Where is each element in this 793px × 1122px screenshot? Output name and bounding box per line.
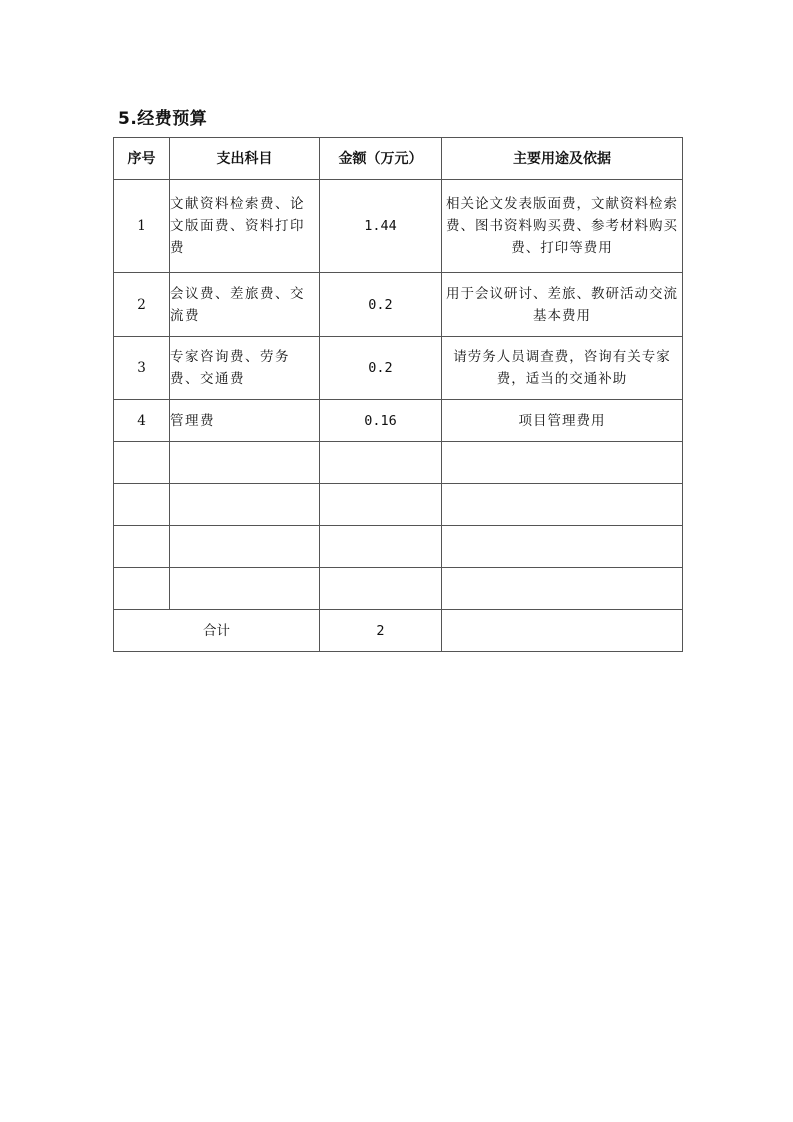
- cell-item: 文献资料检索费、论文版面费、资料打印费: [170, 180, 320, 273]
- table-row: [114, 180, 683, 273]
- empty-cell: [320, 442, 442, 484]
- header-purpose: 主要用途及依据: [442, 138, 683, 180]
- empty-cell: [170, 442, 320, 484]
- section-title: 5.经费预算: [118, 109, 208, 129]
- cell-purpose: 用于会议研讨、差旅、教研活动交流基本费用: [442, 273, 683, 337]
- empty-row: [114, 442, 683, 484]
- empty-cell: [170, 526, 320, 568]
- header-seq: 序号: [114, 138, 170, 180]
- cell-item: 专家咨询费、劳务费、交通费: [170, 337, 320, 400]
- cell-purpose: 相关论文发表版面费，文献资料检索费、图书资料购买费、参考材料购买费、打印等费用: [442, 180, 683, 273]
- budget-table: [113, 137, 683, 652]
- header-item: 支出科目: [170, 138, 320, 180]
- empty-cell: [114, 442, 170, 484]
- table-header-row: [114, 138, 683, 180]
- empty-cell: [442, 484, 683, 526]
- empty-cell: [114, 568, 170, 610]
- cell-item: 管理费: [170, 400, 320, 442]
- total-row: [114, 610, 683, 652]
- table-row: [114, 273, 683, 337]
- cell-item: 会议费、差旅费、交流费: [170, 273, 320, 337]
- total-amount: 2: [320, 610, 442, 652]
- header-amount: 金额（万元）: [320, 138, 442, 180]
- table-row: [114, 337, 683, 400]
- cell-amount: 0.2: [320, 337, 442, 400]
- empty-row: [114, 526, 683, 568]
- empty-cell: [442, 526, 683, 568]
- cell-amount: 0.2: [320, 273, 442, 337]
- empty-cell: [442, 442, 683, 484]
- cell-seq: 3: [114, 337, 170, 400]
- empty-cell: [114, 526, 170, 568]
- cell-amount: 1.44: [320, 180, 442, 273]
- cell-purpose: 请劳务人员调查费，咨询有关专家费，适当的交通补助: [442, 337, 683, 400]
- cell-seq: 1: [114, 180, 170, 273]
- empty-cell: [320, 484, 442, 526]
- empty-cell: [442, 568, 683, 610]
- total-label: 合计: [114, 610, 320, 652]
- empty-cell: [320, 568, 442, 610]
- table-row: [114, 400, 683, 442]
- empty-cell: [114, 484, 170, 526]
- cell-seq: 2: [114, 273, 170, 337]
- empty-row: [114, 568, 683, 610]
- empty-cell: [442, 610, 683, 652]
- cell-amount: 0.16: [320, 400, 442, 442]
- cell-seq: 4: [114, 400, 170, 442]
- empty-row: [114, 484, 683, 526]
- empty-cell: [320, 526, 442, 568]
- empty-cell: [170, 484, 320, 526]
- cell-purpose: 项目管理费用: [442, 400, 683, 442]
- empty-cell: [170, 568, 320, 610]
